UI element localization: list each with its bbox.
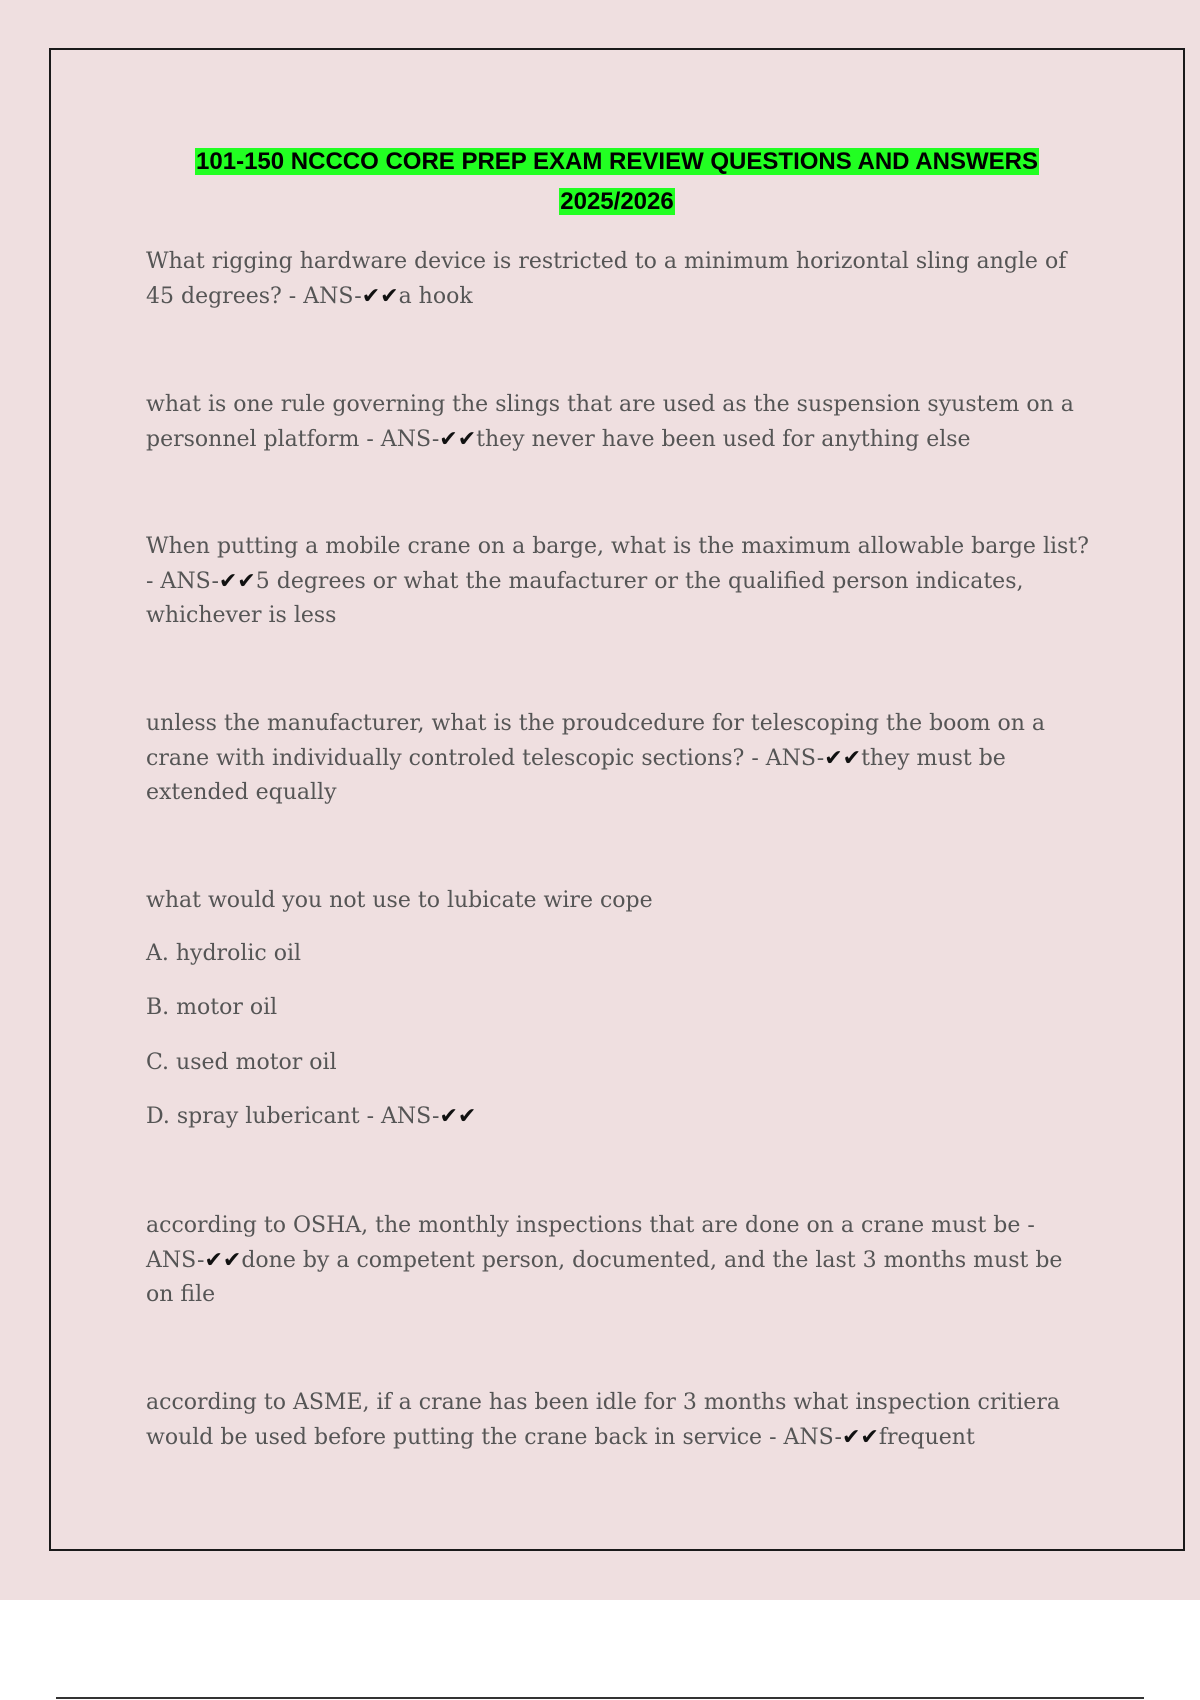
qa-item [146, 245, 1096, 314]
check-mark-icon: ✔✔ [439, 1104, 477, 1129]
question-text: what is one rule governing the slings that are used as the suspension syustem on a personnel platform - ANS- [146, 392, 1074, 452]
qa-item [146, 1209, 1096, 1313]
mc-option-with-answer [146, 1100, 1096, 1135]
mc-option: B. motor oil [146, 995, 278, 1020]
check-mark-icon: ✔✔ [824, 745, 862, 771]
mc-question-stem: what would you not use to lubicate wire cope [146, 888, 653, 913]
title-line-1: 101-150 NCCCO CORE PREP EXAM REVIEW QUESTIONS AND ANSWERS [196, 148, 1038, 175]
question-text: according to OSHA, the monthly inspections that are done on a crane must be - ANS- [146, 1213, 1035, 1273]
answer-text: done by a competent person, documented, and the last 3 months must be on file [146, 1247, 1063, 1307]
answer-text: they must be extended equally [146, 745, 1006, 805]
title-line-2: 2025/2026 [560, 188, 674, 215]
qa-item [146, 707, 1096, 811]
qa-item [146, 530, 1096, 634]
question-text: What rigging hardware device is restricted to a minimum horizontal sling angle of 45 degrees? - ANS- [146, 249, 1067, 309]
check-mark-icon: ✔✔ [218, 568, 256, 594]
mc-option: A. hydrolic oil [146, 941, 302, 966]
mc-option: C. used motor oil [146, 1050, 337, 1075]
question-text: unless the manufacturer, what is the proudcedure for telescoping the boom on a crane with individually controled telescopic sections? - ANS- [146, 711, 1046, 771]
answer-text: a hook [398, 283, 473, 309]
question-text: When putting a mobile crane on a barge, what is the maximum allowable barge list? - ANS- [146, 534, 1089, 594]
check-mark-icon: ✔✔ [361, 283, 399, 309]
document-title [0, 142, 1200, 222]
answer-text: they never have been used for anything else [476, 426, 971, 452]
check-mark-icon: ✔✔ [841, 1424, 879, 1450]
footer-divider [56, 1697, 1144, 1699]
question-text: according to ASME, if a crane has been idle for 3 months what inspection critiera would be used before putting the crane back in service - ANS- [146, 1390, 1060, 1450]
mc-option: D. spray lubericant - ANS- [146, 1104, 440, 1129]
qa-item [146, 388, 1096, 457]
qa-item [146, 1386, 1096, 1455]
check-mark-icon: ✔✔ [439, 426, 477, 452]
answer-text: frequent [878, 1424, 975, 1450]
check-mark-icon: ✔✔ [204, 1247, 242, 1273]
answer-text: 5 degrees or what the maufacturer or the qualified person indicates, whichever is less [146, 568, 1024, 628]
